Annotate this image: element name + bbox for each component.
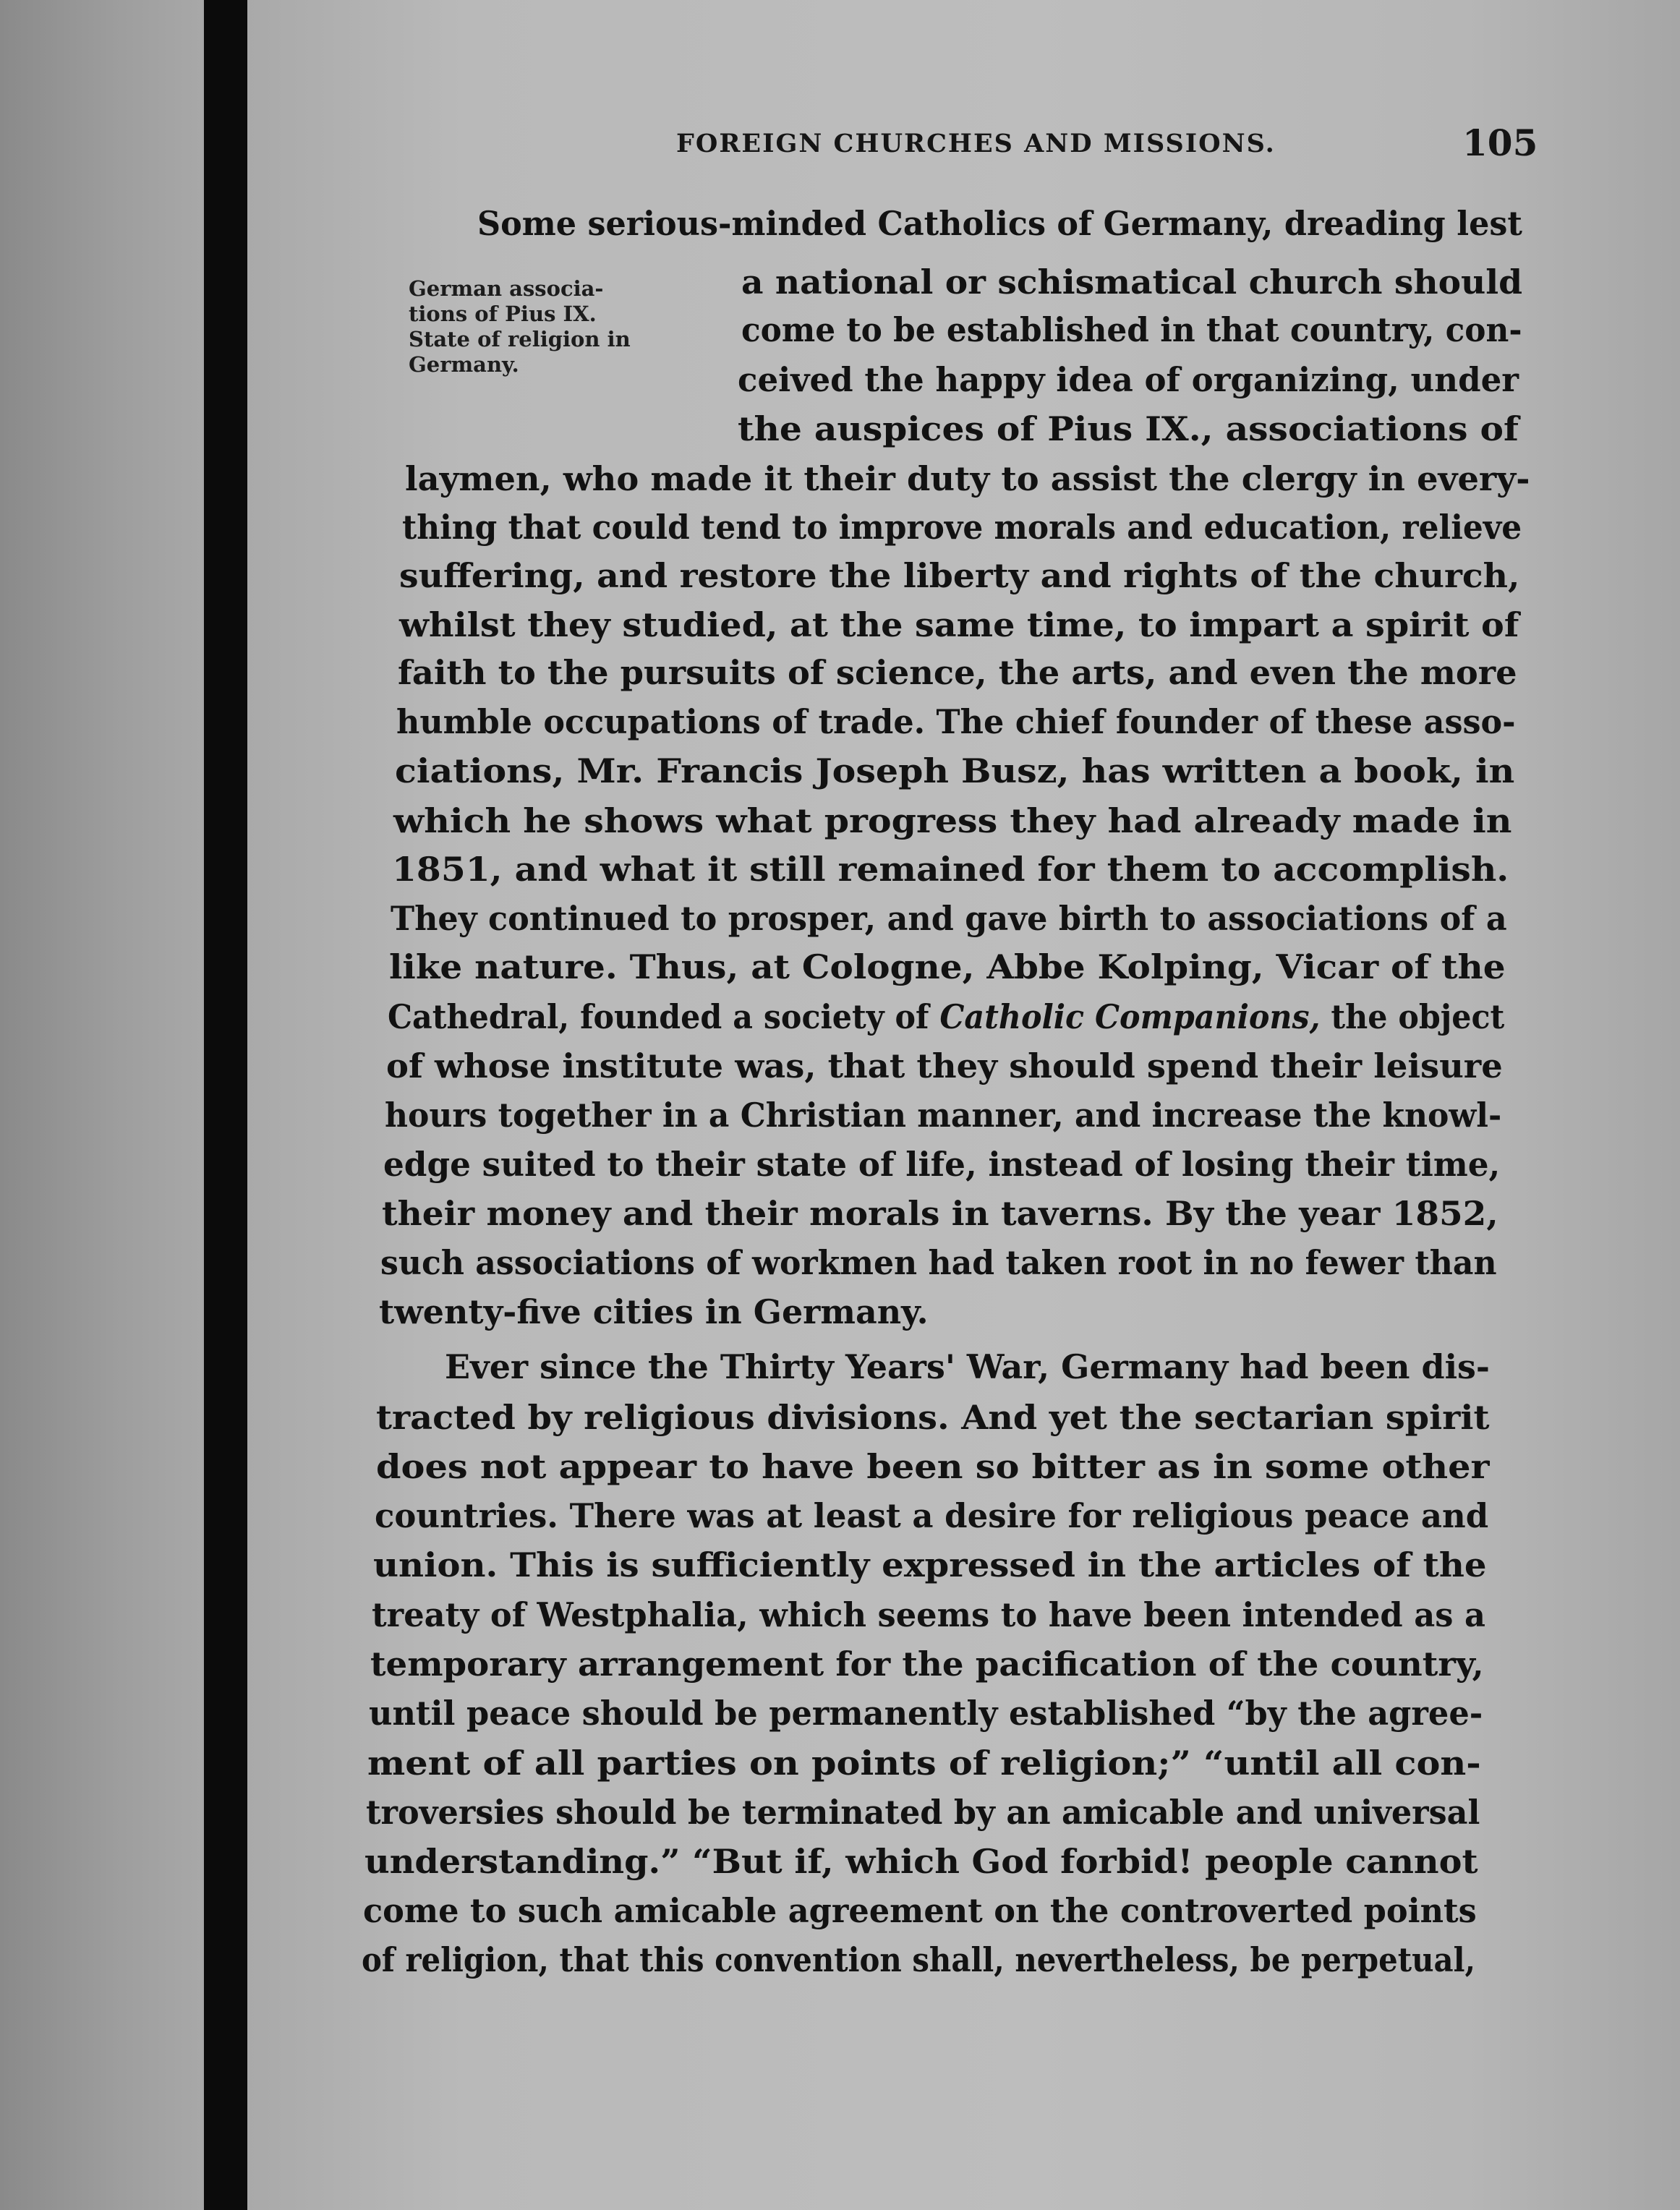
body-line: of whose institute was, that they should spend their leisure	[386, 1046, 1503, 1085]
running-head: FOREIGN CHURCHES AND MISSIONS.	[676, 129, 1276, 158]
facing-page-edge	[0, 0, 202, 2210]
body-line: come to such amicable agreement on the controverted points	[363, 1891, 1477, 1930]
body-line: such associations of workmen had taken root in no fewer than	[380, 1243, 1497, 1282]
body-line: suffering, and restore the liberty and rights of the church,	[399, 556, 1520, 595]
body-line: of religion, that this convention shall, nevertheless, be perpetual,	[362, 1940, 1476, 1979]
italic-phrase: Catholic Companions,	[939, 997, 1321, 1036]
body-line: tracted by religious divisions. And yet the sectarian spirit	[376, 1398, 1490, 1437]
body-line: does not appear to have been so bitter as in some other	[376, 1447, 1490, 1486]
body-line: hours together in a Christian manner, and increase the knowl-	[385, 1096, 1502, 1135]
margin-note	[409, 276, 720, 377]
body-line	[388, 995, 1504, 1038]
body-line-tail: the object	[1320, 997, 1505, 1036]
body-line: They continued to prosper, and gave birth to associations of a	[391, 899, 1507, 938]
margin-note-line: German associa-	[409, 276, 604, 301]
body-line: which he shows what progress they had already made in	[393, 801, 1512, 840]
book-gutter	[204, 0, 247, 2210]
body-line: ciations, Mr. Francis Joseph Busz, has written a book, in	[395, 751, 1515, 790]
margin-note-line: State of religion in	[409, 327, 631, 351]
margin-note-line: Germany.	[409, 352, 519, 377]
body-line: twenty-five cities in Germany.	[379, 1292, 929, 1331]
body-line: like nature. Thus, at Cologne, Abbe Kolping, Vicar of the	[389, 947, 1506, 986]
margin-note-line: tions of Pius IX.	[409, 302, 597, 326]
body-line: understanding.” “But if, which God forbid! people cannot	[364, 1842, 1478, 1881]
body-line: humble occupations of trade. The chief founder of these asso-	[396, 702, 1516, 741]
body-line: ment of all parties on points of religion;” “until all con-	[367, 1744, 1481, 1783]
body-line: Some serious-minded Catholics of Germany, dreading lest	[477, 204, 1522, 243]
body-line: whilst they studied, at the same time, to impart a spirit of	[399, 605, 1519, 644]
body-line: thing that could tend to improve morals and education, relieve	[402, 508, 1522, 547]
body-line: treaty of Westphalia, which seems to have been intended as a	[372, 1595, 1485, 1634]
body-line: until peace should be permanently established “by the agree-	[369, 1694, 1483, 1733]
body-line-text: Cathedral, founded a society of	[388, 997, 940, 1036]
body-line: troversies should be terminated by an amicable and universal	[366, 1793, 1480, 1832]
body-line: 1851, and what it still remained for them to accomplish.	[392, 850, 1509, 889]
body-line: countries. There was at least a desire for religious peace and	[375, 1496, 1489, 1535]
body-line: temporary arrangement for the pacification of the country,	[370, 1644, 1484, 1684]
page-number: 105	[1462, 121, 1538, 164]
body-line: ceived the happy idea of organizing, under	[738, 360, 1519, 399]
body-line: the auspices of Pius IX., associations of	[738, 409, 1519, 448]
body-line: come to be established in that country, con-	[741, 310, 1522, 349]
body-line: faith to the pursuits of science, the arts, and even the more	[398, 653, 1517, 692]
body-line: Ever since the Thirty Years' War, Germany had been dis-	[445, 1347, 1490, 1386]
body-line: union. This is sufficiently expressed in the articles of the	[373, 1545, 1487, 1584]
body-line: a national or schismatical church should	[741, 263, 1523, 302]
body-line: laymen, who made it their duty to assist the clergy in every-	[405, 459, 1530, 498]
body-line: edge suited to their state of life, instead of losing their time,	[383, 1145, 1501, 1184]
body-line: their money and their morals in taverns. By the year 1852,	[382, 1194, 1498, 1233]
